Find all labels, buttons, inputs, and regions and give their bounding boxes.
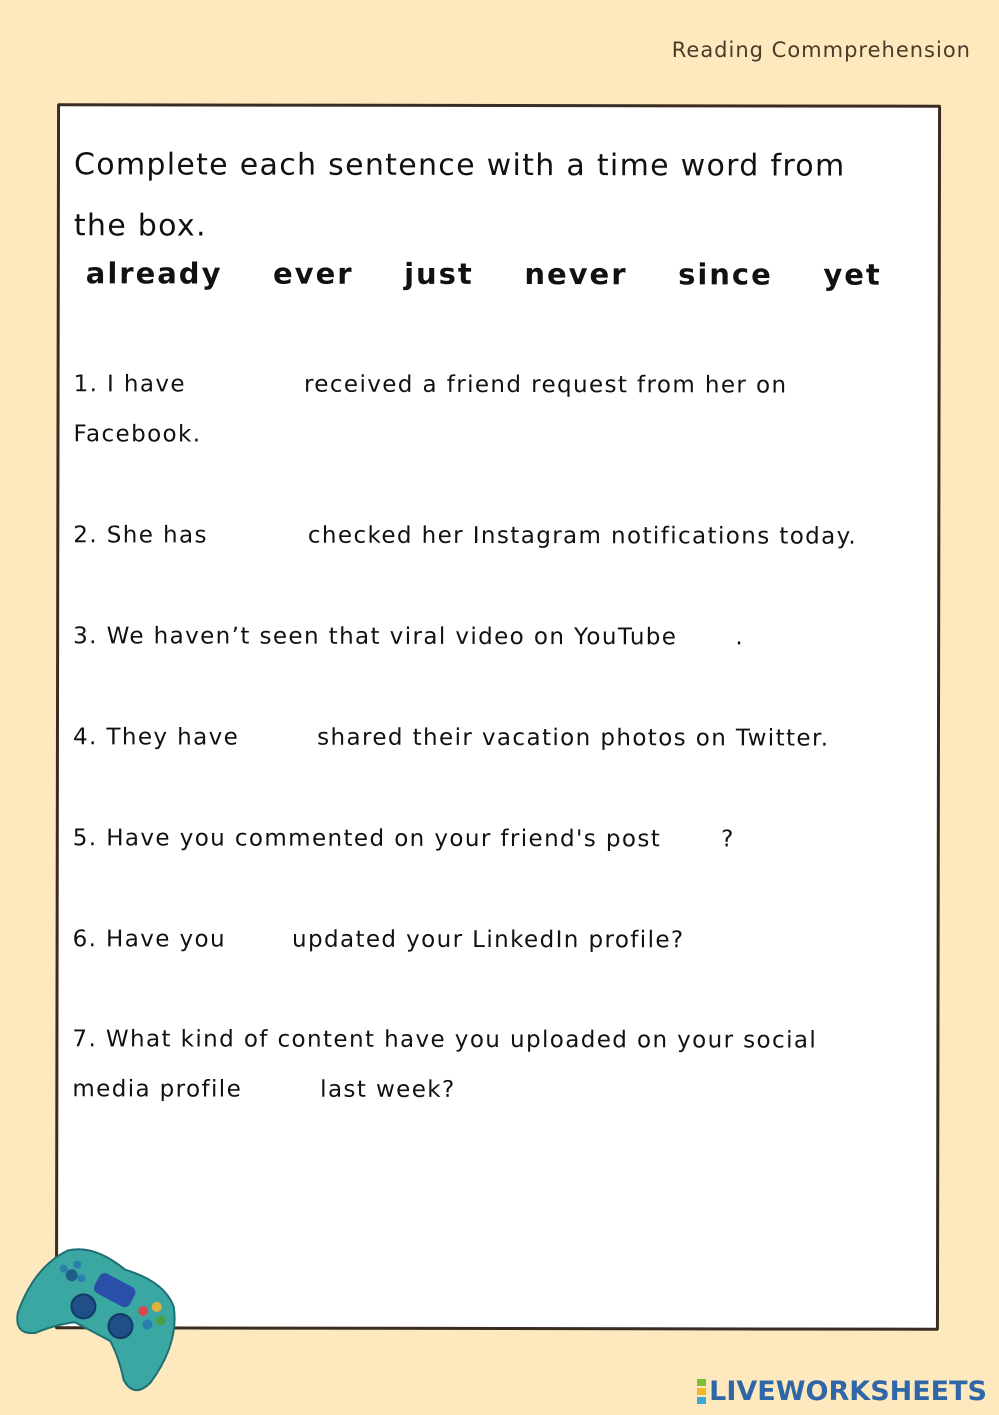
worksheet-card [55, 103, 941, 1331]
question-7-text-before: 7. What kind of content have you uploaded on your social media profile [72, 1026, 818, 1103]
question-7-text-after: last week? [320, 1076, 456, 1103]
game-controller-icon [12, 1234, 192, 1394]
word-yet: yet [823, 257, 882, 292]
question-4 [73, 712, 903, 763]
question-5-text-after: ? [721, 826, 735, 853]
question-2-text-before: 2. She has [73, 522, 208, 549]
question-6-text-before: 6. Have you [72, 926, 227, 953]
logo-text: LIVEWORKSHEETS [709, 1376, 987, 1407]
instructions: Complete each sentence with a time word from the box. [73, 147, 846, 244]
question-1-text-before: 1. I have [73, 371, 186, 398]
question-4-text-before: 4. They have [72, 724, 240, 751]
liveworksheets-mark-icon [697, 1378, 706, 1405]
word-ever: ever [272, 256, 354, 291]
word-already: already [85, 256, 223, 291]
question-5 [73, 813, 903, 864]
word-never: never [524, 257, 628, 292]
question-4-text-after: shared their vacation photos on Twitter. [317, 724, 830, 752]
question-2 [73, 510, 903, 561]
page-header-title: Reading Commprehension [671, 38, 971, 62]
question-6-text-after: updated your LinkedIn profile? [291, 926, 685, 954]
question-5-text-before: 5. Have you commented on your friend's post [72, 825, 662, 853]
question-7 [72, 1014, 902, 1115]
liveworksheets-logo [697, 1376, 987, 1407]
word-just: just [404, 256, 474, 291]
question-3-text-before: 3. We haven’t seen that viral video on YouTube [73, 623, 678, 651]
word-since: since [678, 257, 773, 292]
question-1 [73, 359, 903, 460]
question-1-text-after: received a friend request from her on Facebook. [73, 371, 788, 448]
question-3-text-after: . [735, 624, 745, 651]
question-6 [73, 914, 903, 965]
word-box [74, 256, 894, 291]
question-3 [73, 611, 903, 662]
question-2-text-after: checked her Instagram notifications today. [307, 522, 858, 550]
